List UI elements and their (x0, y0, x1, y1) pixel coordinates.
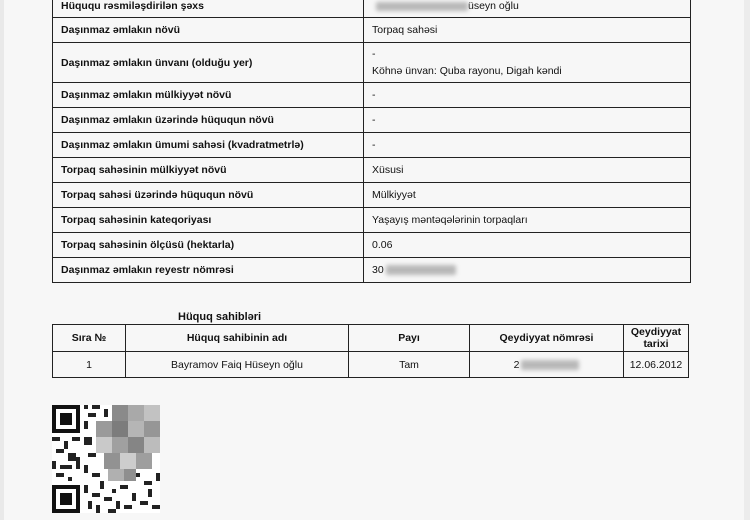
column-header: Qeydiyyat tarixi (624, 325, 689, 352)
row-label: Daşınmaz əmlakın mülkiyyət növü (53, 83, 364, 108)
column-header: Payı (349, 325, 470, 352)
table-row (53, 258, 691, 283)
row-value: - (364, 83, 691, 108)
table-row (53, 108, 691, 133)
table-row (53, 43, 691, 83)
table-header-row (53, 325, 689, 352)
address-value: Köhnə ünvan: Quba rayonu, Digah kəndi (372, 64, 562, 77)
registration-number: 2 (470, 352, 624, 378)
owner-share: Tam (349, 352, 470, 378)
row-value: Torpaq sahəsi (364, 18, 691, 43)
row-value: Mülkiyyət (364, 183, 691, 208)
row-value: - (364, 133, 691, 158)
redacted-text (376, 2, 468, 11)
table-row (53, 183, 691, 208)
table-row (53, 208, 691, 233)
column-header: Hüquq sahibinin adı (126, 325, 349, 352)
table-row (53, 0, 691, 18)
row-label: Torpaq sahəsinin kateqoriyası (53, 208, 364, 233)
row-value: - (364, 108, 691, 133)
row-index: 1 (53, 352, 126, 378)
row-value (364, 43, 691, 83)
table-row (53, 83, 691, 108)
row-value: Yaşayış məntəqələrinin torpaqları (364, 208, 691, 233)
page-edge (744, 0, 750, 520)
redacted-text (521, 360, 579, 370)
registration-date: 12.06.2012 (624, 352, 689, 378)
row-value: 0.06 (364, 233, 691, 258)
table-row (53, 233, 691, 258)
table-row (53, 133, 691, 158)
qr-code (52, 405, 160, 513)
owners-section-title: Hüquq sahibləri (178, 311, 262, 323)
row-label: Torpaq sahəsinin ölçüsü (hektarla) (53, 233, 364, 258)
row-value: üseyn oğlu (364, 0, 691, 18)
row-value: Xüsusi (364, 158, 691, 183)
row-label: Daşınmaz əmlakın ünvanı (olduğu yer) (53, 43, 364, 83)
page-edge (0, 0, 4, 520)
row-label: Daşınmaz əmlakın ümumi sahəsi (kvadratmetrlə) (53, 133, 364, 158)
table-row (53, 18, 691, 43)
table-row (53, 352, 689, 378)
address-dash: - (372, 47, 376, 60)
row-label: Torpaq sahəsinin mülkiyyət növü (53, 158, 364, 183)
property-info-table (52, 0, 691, 283)
redacted-text (386, 265, 456, 275)
row-label: Torpaq sahəsi üzərində hüququn növü (53, 183, 364, 208)
owners-table (52, 324, 689, 378)
column-header: Qeydiyyat nömrəsi (470, 325, 624, 352)
owner-name: Bayramov Faiq Hüseyn oğlu (126, 352, 349, 378)
row-label: Daşınmaz əmlakın növü (53, 18, 364, 43)
table-row (53, 158, 691, 183)
row-label: Daşınmaz əmlakın üzərində hüququn növü (53, 108, 364, 133)
row-value: 30 (364, 258, 691, 283)
column-header: Sıra № (53, 325, 126, 352)
row-label: Hüququ rəsmiləşdirilən şəxs (53, 0, 364, 18)
row-label: Daşınmaz əmlakın reyestr nömrəsi (53, 258, 364, 283)
